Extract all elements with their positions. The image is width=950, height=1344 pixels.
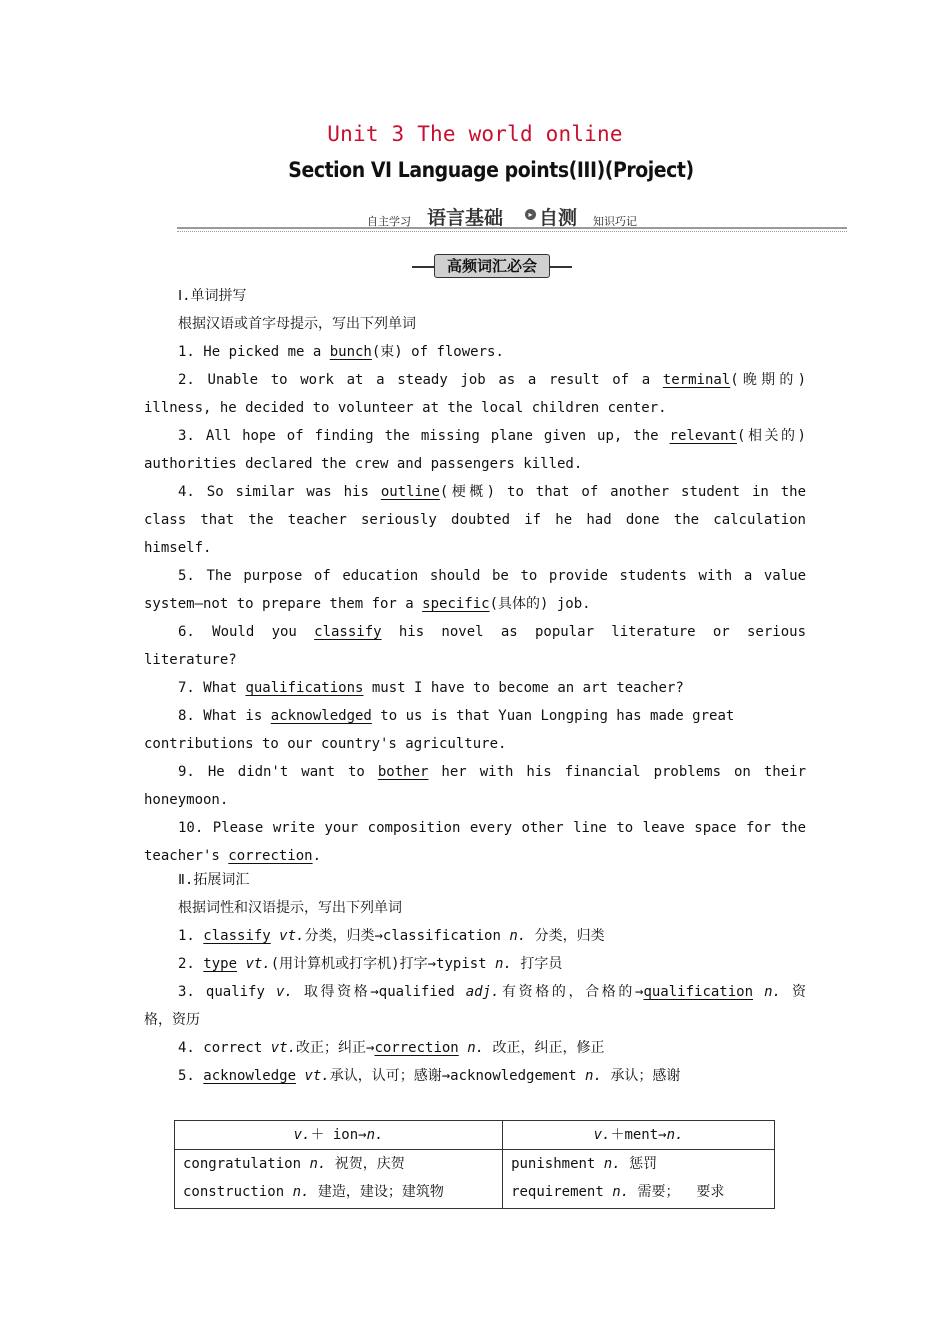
part-of-speech: n. <box>495 956 512 972</box>
item-text: 分类，归类 <box>526 928 605 944</box>
expand-item-3-cont: 格，资历 <box>144 1012 200 1028</box>
exercise-item-6 <box>178 622 806 642</box>
answer-word: correction <box>228 848 313 864</box>
answer-word: bother <box>377 764 429 780</box>
word-entry <box>183 1178 494 1206</box>
header-text: ＋ ion→ <box>310 1127 367 1143</box>
exercise-item-1 <box>178 342 504 362</box>
word: congratulation <box>183 1156 310 1172</box>
exercise-item-5: 5. The purpose of education should be to provide students with a value <box>178 568 806 584</box>
item-text: . <box>312 848 322 864</box>
answer-word: qualification <box>643 984 754 1000</box>
section-title: Section VI Language points(III)(Project) <box>288 158 694 182</box>
item-text: 8. What is <box>178 708 271 724</box>
item-text: (具体的) job. <box>489 596 591 612</box>
expand-item-3 <box>178 982 806 1002</box>
exercise-item-10: 10. Please write your composition every other line to leave space for the <box>178 820 806 836</box>
item-text: 分类，归类→classification <box>304 928 510 944</box>
item-text: 改正；纠正→ <box>296 1040 375 1056</box>
banner-left-label: 自主学习 <box>367 215 411 228</box>
item-text: 改正，纠正，修正 <box>484 1040 605 1056</box>
table-cell-ment-words <box>503 1150 775 1209</box>
table-header-ment <box>503 1121 775 1150</box>
item-text: his novel as popular literature or serious <box>381 624 806 640</box>
answer-word: classify <box>203 928 271 944</box>
exercise-item-3 <box>178 426 806 446</box>
item-text: 有资格的，合格的→ <box>499 984 644 1000</box>
answer-word: bunch <box>329 344 372 360</box>
word: requirement <box>511 1184 613 1200</box>
item-text: 4. So similar was his <box>178 484 381 500</box>
item-text: 1. <box>178 928 204 944</box>
suffix-table <box>174 1120 775 1209</box>
item-text: 承认；感谢 <box>601 1068 681 1084</box>
item-text: 承认，认可；感谢→acknowledgement <box>329 1068 586 1084</box>
word: construction <box>183 1184 293 1200</box>
answer-word: qualifications <box>245 680 364 696</box>
answer-word: classify <box>314 624 382 640</box>
part-of-speech: v. <box>593 1127 611 1143</box>
part-of-speech: n. <box>292 1184 310 1200</box>
word: punishment <box>511 1156 604 1172</box>
item-text: 6. Would you <box>178 624 315 640</box>
banner-arrow-icon: ▸ <box>525 209 536 220</box>
item-text: 打字员 <box>511 956 563 972</box>
exercise-item-9-cont: honeymoon. <box>144 792 229 808</box>
sub-banner-rule-right <box>550 266 572 268</box>
vocab-sub-banner <box>412 254 572 278</box>
banner-rule <box>177 227 847 229</box>
part1-instruction: 根据汉语或首字母提示，写出下列单词 <box>178 316 416 332</box>
word-entry <box>183 1150 494 1178</box>
meaning: 需要； 要求 <box>629 1184 725 1200</box>
part-of-speech: v. <box>275 984 293 1000</box>
banner-main-label-2: 自测 <box>539 207 578 229</box>
header-text: ＋ment→ <box>610 1127 667 1143</box>
exercise-item-8 <box>178 706 734 726</box>
sub-banner-rule-left <box>412 266 434 268</box>
table-header-ion <box>175 1121 503 1150</box>
part-of-speech: n. <box>585 1068 602 1084</box>
exercise-item-7 <box>178 678 684 698</box>
answer-word: relevant <box>669 428 737 444</box>
part1-heading: Ⅰ.单词拼写 <box>178 288 247 304</box>
word-entry <box>511 1150 766 1178</box>
exercise-item-9 <box>178 762 806 782</box>
item-text: 3. All hope of finding the missing plane given up, the <box>178 428 670 444</box>
part-of-speech: n. <box>309 1156 327 1172</box>
part-of-speech: n. <box>366 1127 384 1143</box>
expand-item-4 <box>178 1038 604 1058</box>
exercise-item-8-cont: contributions to our country's agriculture. <box>144 736 507 752</box>
section-banner <box>177 201 847 235</box>
exercise-item-4-cont: class that the teacher seriously doubted if he had done the calculation <box>144 512 806 528</box>
part-of-speech: vt. <box>270 1040 297 1056</box>
exercise-item-6-cont: literature? <box>144 652 237 668</box>
meaning: 惩罚 <box>620 1156 658 1172</box>
item-text: (相关的) <box>736 428 806 444</box>
answer-word: correction <box>374 1040 459 1056</box>
item-text: 5. <box>178 1068 204 1084</box>
item-text: (用计算机或打字机)打字→typist <box>270 956 496 972</box>
answer-word: type <box>203 956 238 972</box>
part-of-speech: n. <box>509 928 527 944</box>
item-text: (束) of flowers. <box>371 344 504 360</box>
table-cell-ion-words <box>175 1150 503 1209</box>
item-text: system—not to prepare them for a <box>144 596 423 612</box>
word-entry <box>511 1178 766 1206</box>
banner-right-label: 知识巧记 <box>593 215 637 228</box>
exercise-item-5-cont <box>144 594 591 614</box>
part-of-speech: n. <box>467 1040 485 1056</box>
expand-item-5 <box>178 1066 680 1086</box>
item-text: (晚期的) <box>730 372 806 388</box>
item-text: teacher's <box>144 848 229 864</box>
meaning: 祝贺，庆贺 <box>326 1156 405 1172</box>
answer-word: acknowledge <box>203 1068 297 1084</box>
part2-heading: Ⅱ.拓展词汇 <box>178 872 250 888</box>
part-of-speech: vt. <box>245 956 271 972</box>
part2-instruction: 根据词性和汉语提示，写出下列单词 <box>178 900 402 916</box>
exercise-item-4 <box>178 482 806 502</box>
expand-item-1 <box>178 926 605 946</box>
item-text: 取得资格→qualified <box>292 984 466 1000</box>
banner-main-label: 语言基础 <box>427 207 504 229</box>
exercise-item-10-cont <box>144 846 321 866</box>
answer-word: acknowledged <box>270 708 372 724</box>
item-text: 3. qualify <box>178 984 276 1000</box>
item-text: must I have to become an art teacher? <box>363 680 684 696</box>
banner-dotted-rule <box>177 231 847 232</box>
unit-title: Unit 3 The world online <box>327 122 623 146</box>
item-text: her with his financial problems on their <box>428 764 806 780</box>
part-of-speech: v. <box>293 1127 311 1143</box>
exercise-item-2 <box>178 370 806 390</box>
exercise-item-4-cont2: himself. <box>144 540 212 556</box>
part-of-speech: n. <box>603 1156 621 1172</box>
answer-word: specific <box>422 596 490 612</box>
part-of-speech: vt. <box>279 928 305 944</box>
item-text: 2. <box>178 956 204 972</box>
table-header-row <box>175 1121 775 1150</box>
part-of-speech: n. <box>764 984 781 1000</box>
sub-banner-label: 高频词汇必会 <box>434 254 550 278</box>
part-of-speech: n. <box>666 1127 684 1143</box>
meaning: 建造，建设；建筑物 <box>309 1184 444 1200</box>
item-text: 4. correct <box>178 1040 271 1056</box>
item-text: to us is that Yuan Longping has made great <box>371 708 735 724</box>
exercise-item-2-cont: illness, he decided to volunteer at the local children center. <box>144 400 667 416</box>
item-text: 资 <box>780 984 807 1000</box>
exercise-item-3-cont: authorities declared the crew and passengers killed. <box>144 456 583 472</box>
item-text: 7. What <box>178 680 246 696</box>
item-text: (梗概) to that of another student in the <box>439 484 807 500</box>
table-row <box>175 1150 775 1209</box>
part-of-speech: vt. <box>304 1068 330 1084</box>
answer-word: terminal <box>662 372 731 388</box>
answer-word: outline <box>380 484 440 500</box>
part-of-speech: adj. <box>465 984 500 1000</box>
item-text: 2. Unable to work at a steady job as a result of a <box>178 372 663 388</box>
expand-item-2 <box>178 954 562 974</box>
item-text: 9. He didn't want to <box>178 764 378 780</box>
item-text: 1. He picked me a <box>178 344 330 360</box>
part-of-speech: n. <box>612 1184 630 1200</box>
